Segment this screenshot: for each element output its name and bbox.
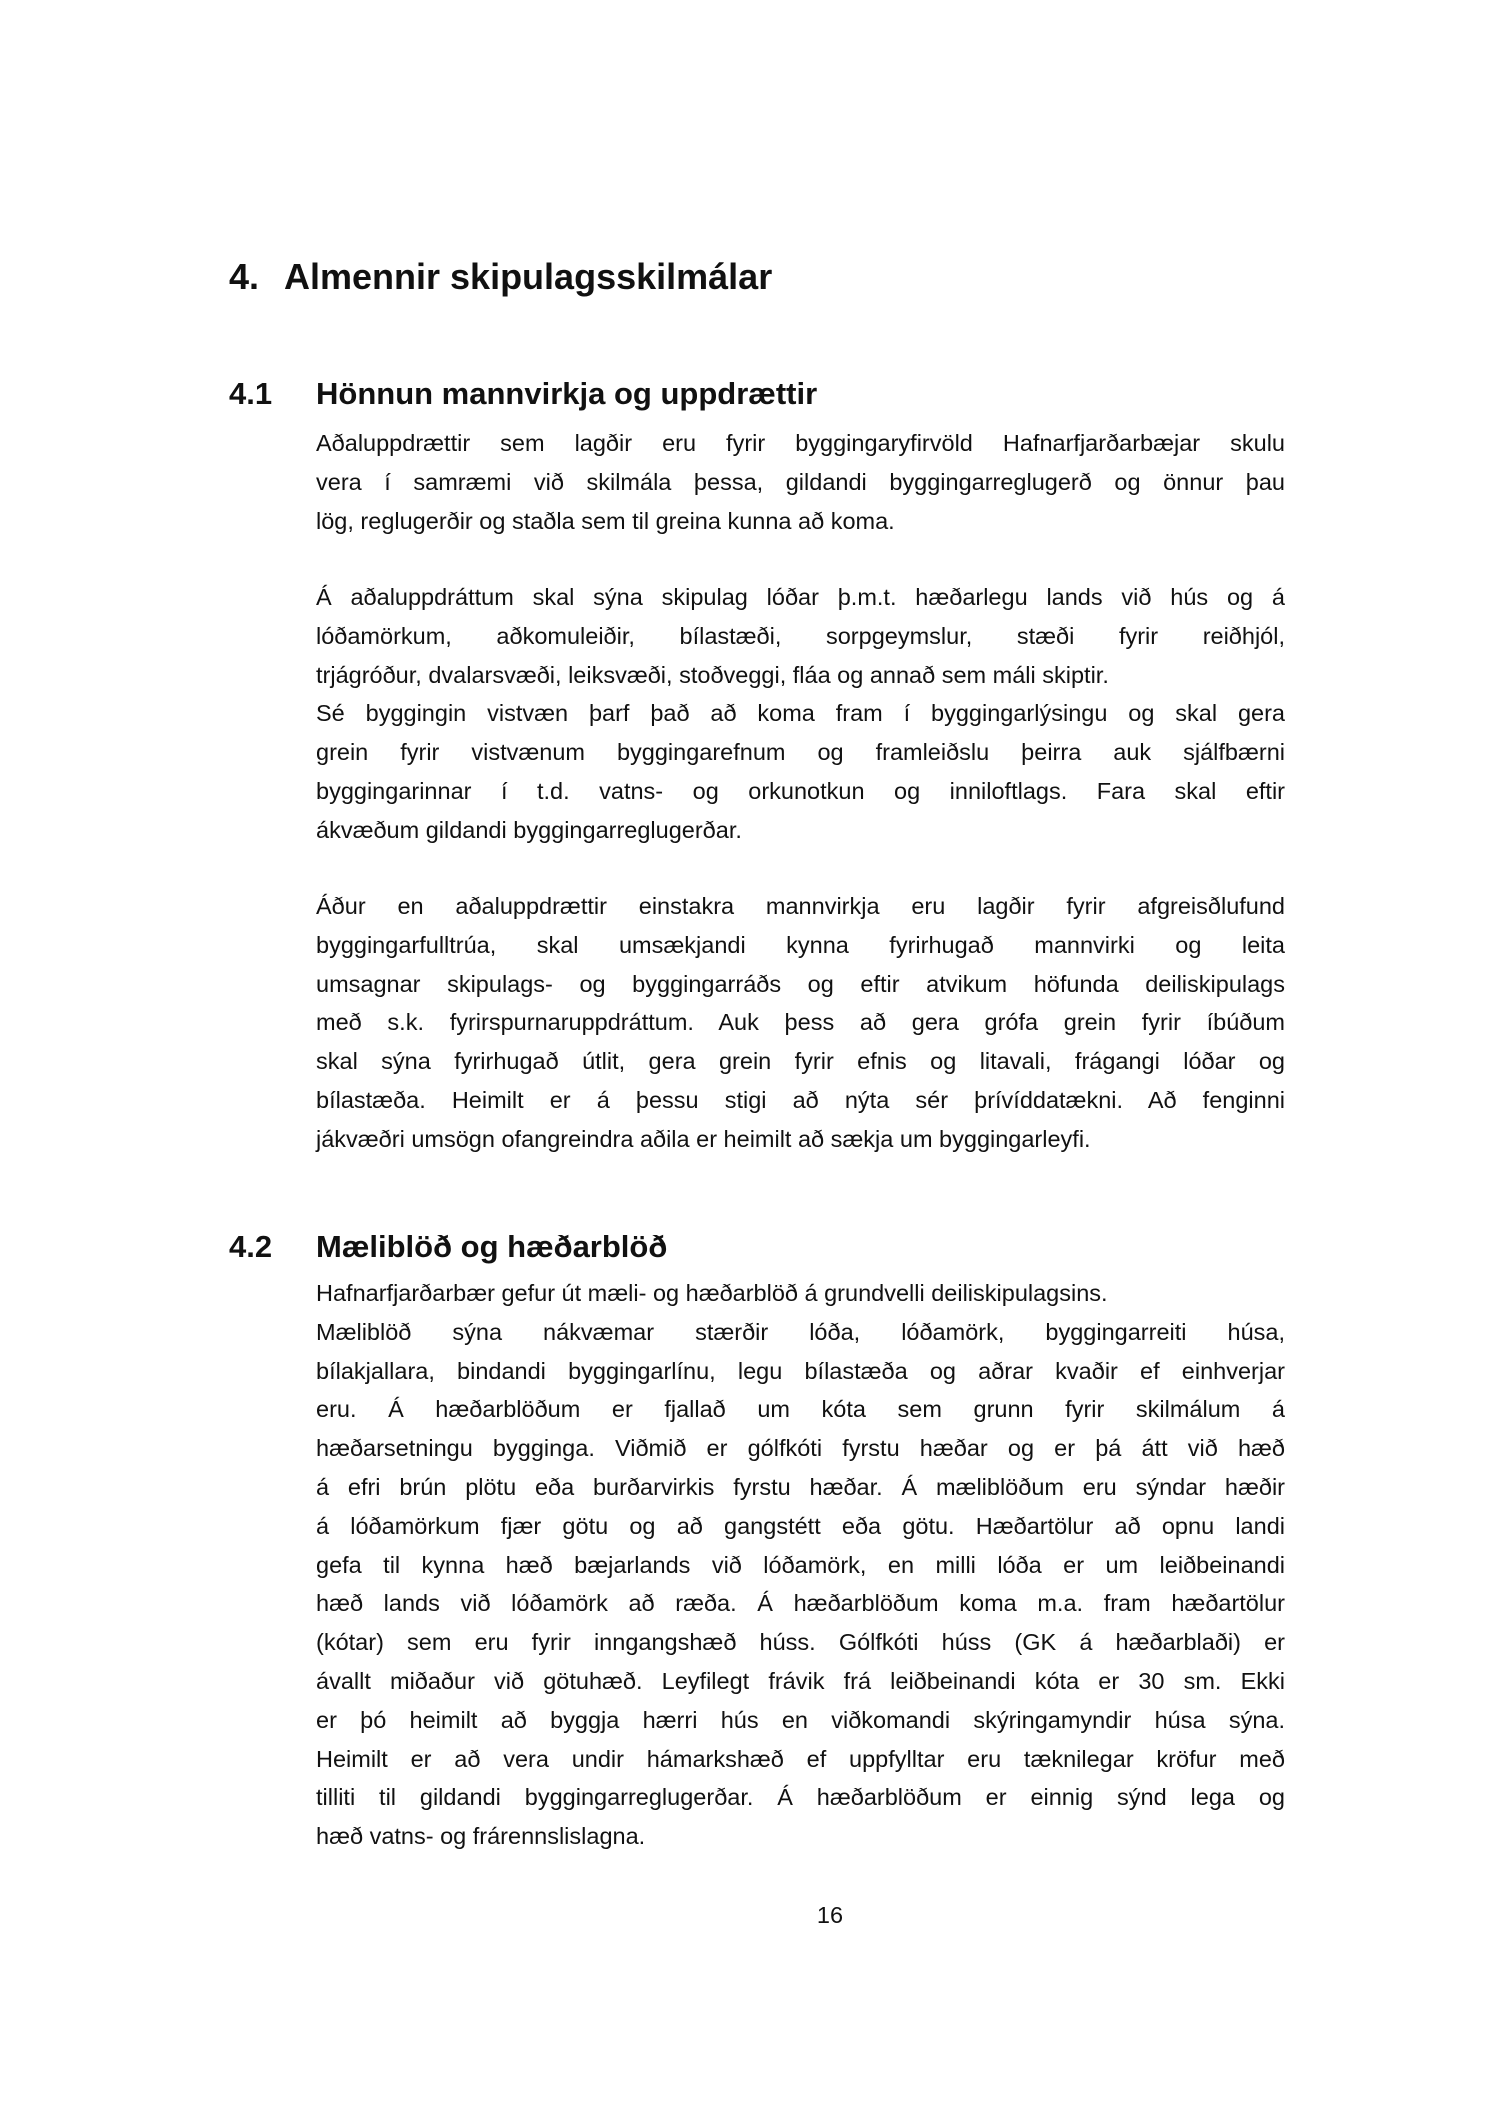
text-line: er þó heimilt að byggja hærri hús en viðkomandi skýringamyndir húsa sýna. [316, 1706, 1285, 1733]
section-heading-4-2 [229, 1229, 667, 1265]
text-line: Heimilt er að vera undir hámarkshæð ef uppfylltar eru tæknilegar kröfur með [316, 1745, 1285, 1772]
text-line: hæð vatns- og frárennslislagna. [316, 1823, 646, 1850]
text-line: hæðarsetningu bygginga. Viðmið er gólfkóti fyrstu hæðar og er þá átt við hæð [316, 1435, 1285, 1462]
text-line: ákvæðum gildandi byggingarreglugerðar. [316, 816, 742, 843]
chapter-title: Almennir skipulagsskilmálar [284, 256, 773, 297]
text-line: Áður en aðaluppdrættir einstakra mannvirkja eru lagðir fyrir afgreisðlufund [316, 893, 1285, 919]
paragraph [316, 887, 1285, 1159]
paragraph [316, 424, 1285, 540]
section-heading-4-1 [229, 376, 817, 412]
text-line: hæð lands við lóðamörk að ræða. Á hæðarblöðum koma m.a. fram hæðartölur [316, 1590, 1285, 1617]
text-line: jákvæðri umsögn ofangreindra aðila er heimilt að sækja um byggingarleyfi. [316, 1125, 1091, 1152]
text-line: eru. Á hæðarblöðum er fjallað um kóta sem grunn fyrir skilmálum á [316, 1396, 1285, 1423]
text-line: (kótar) sem eru fyrir inngangshæð húss. Gólfkóti húss (GK á hæðarblaði) er [316, 1629, 1285, 1656]
text-line: á lóðamörkum fjær götu og að gangstétt eða götu. Hæðartölur að opnu landi [316, 1512, 1285, 1539]
text-line: skal sýna fyrirhugað útlit, gera grein fyrir efnis og litavali, frágangi lóðar og [316, 1048, 1285, 1075]
section-title: Mæliblöð og hæðarblöð [316, 1229, 668, 1264]
text-line: vera í samræmi við skilmála þessa, gildandi byggingarreglugerð og önnur þau [316, 468, 1285, 495]
text-line: byggingarinnar í t.d. vatns- og orkunotkun og inniloftlags. Fara skal eftir [316, 777, 1285, 804]
text-line: lög, reglugerðir og staðla sem til greina kunna að koma. [316, 507, 895, 534]
section-number: 4.2 [229, 1229, 273, 1264]
page-number: 16 [816, 1902, 844, 1928]
paragraph [316, 578, 1285, 850]
text-line: bílastæða. Heimilt er á þessu stigi að nýta sér þrívíddatækni. Að fenginni [316, 1086, 1285, 1113]
section-title: Hönnun mannvirkja og uppdrættir [316, 376, 818, 411]
text-line: tilliti til gildandi byggingarreglugerðar. Á hæðarblöðum er einnig sýnd lega og [316, 1784, 1285, 1811]
chapter-number: 4. [229, 256, 260, 297]
text-line: lóðamörkum, aðkomuleiðir, bílastæði, sorpgeymslur, stæði fyrir reiðhjól, [316, 622, 1285, 649]
text-line: Sé byggingin vistvæn þarf það að koma fram í byggingarlýsingu og skal gera [316, 700, 1285, 727]
text-line: trjágróður, dvalarsvæði, leiksvæði, stoðveggi, fláa og annað sem máli skiptir. [316, 661, 1109, 688]
text-line: Aðaluppdrættir sem lagðir eru fyrir byggingaryfirvöld Hafnarfjarðarbæjar skulu [316, 430, 1285, 456]
text-line: grein fyrir vistvænum byggingarefnum og framleiðslu þeirra auk sjálfbærni [316, 739, 1285, 766]
text-line: umsagnar skipulags- og byggingarráðs og eftir atvikum höfunda deiliskipulags [316, 970, 1285, 997]
text-line: með s.k. fyrirspurnaruppdráttum. Auk þess að gera grófa grein fyrir íbúðum [316, 1009, 1285, 1036]
text-line: Mæliblöð sýna nákvæmar stærðir lóða, lóðamörk, byggingarreiti húsa, [316, 1318, 1285, 1345]
text-line: bílakjallara, bindandi byggingarlínu, legu bílastæða og aðrar kvaðir ef einhverjar [316, 1357, 1285, 1384]
text-line: gefa til kynna hæð bæjarlands við lóðamörk, en milli lóða er um leiðbeinandi [316, 1551, 1285, 1578]
text-line: Hafnarfjarðarbær gefur út mæli- og hæðarblöð á grundvelli deiliskipulagsins. [316, 1280, 1108, 1306]
text-line: byggingarfulltrúa, skal umsækjandi kynna fyrirhugað mannvirki og leita [316, 931, 1285, 958]
section-number: 4.1 [229, 376, 273, 411]
paragraph [316, 1274, 1285, 1856]
text-line: á efri brún plötu eða burðarvirkis fyrstu hæðar. Á mæliblöðum eru sýndar hæðir [316, 1473, 1285, 1500]
chapter-heading [229, 256, 772, 298]
text-line: Á aðaluppdráttum skal sýna skipulag lóðar þ.m.t. hæðarlegu lands við hús og á [316, 584, 1285, 610]
text-line: ávallt miðaður við götuhæð. Leyfilegt frávik frá leiðbeinandi kóta er 30 sm. Ekki [316, 1667, 1285, 1694]
